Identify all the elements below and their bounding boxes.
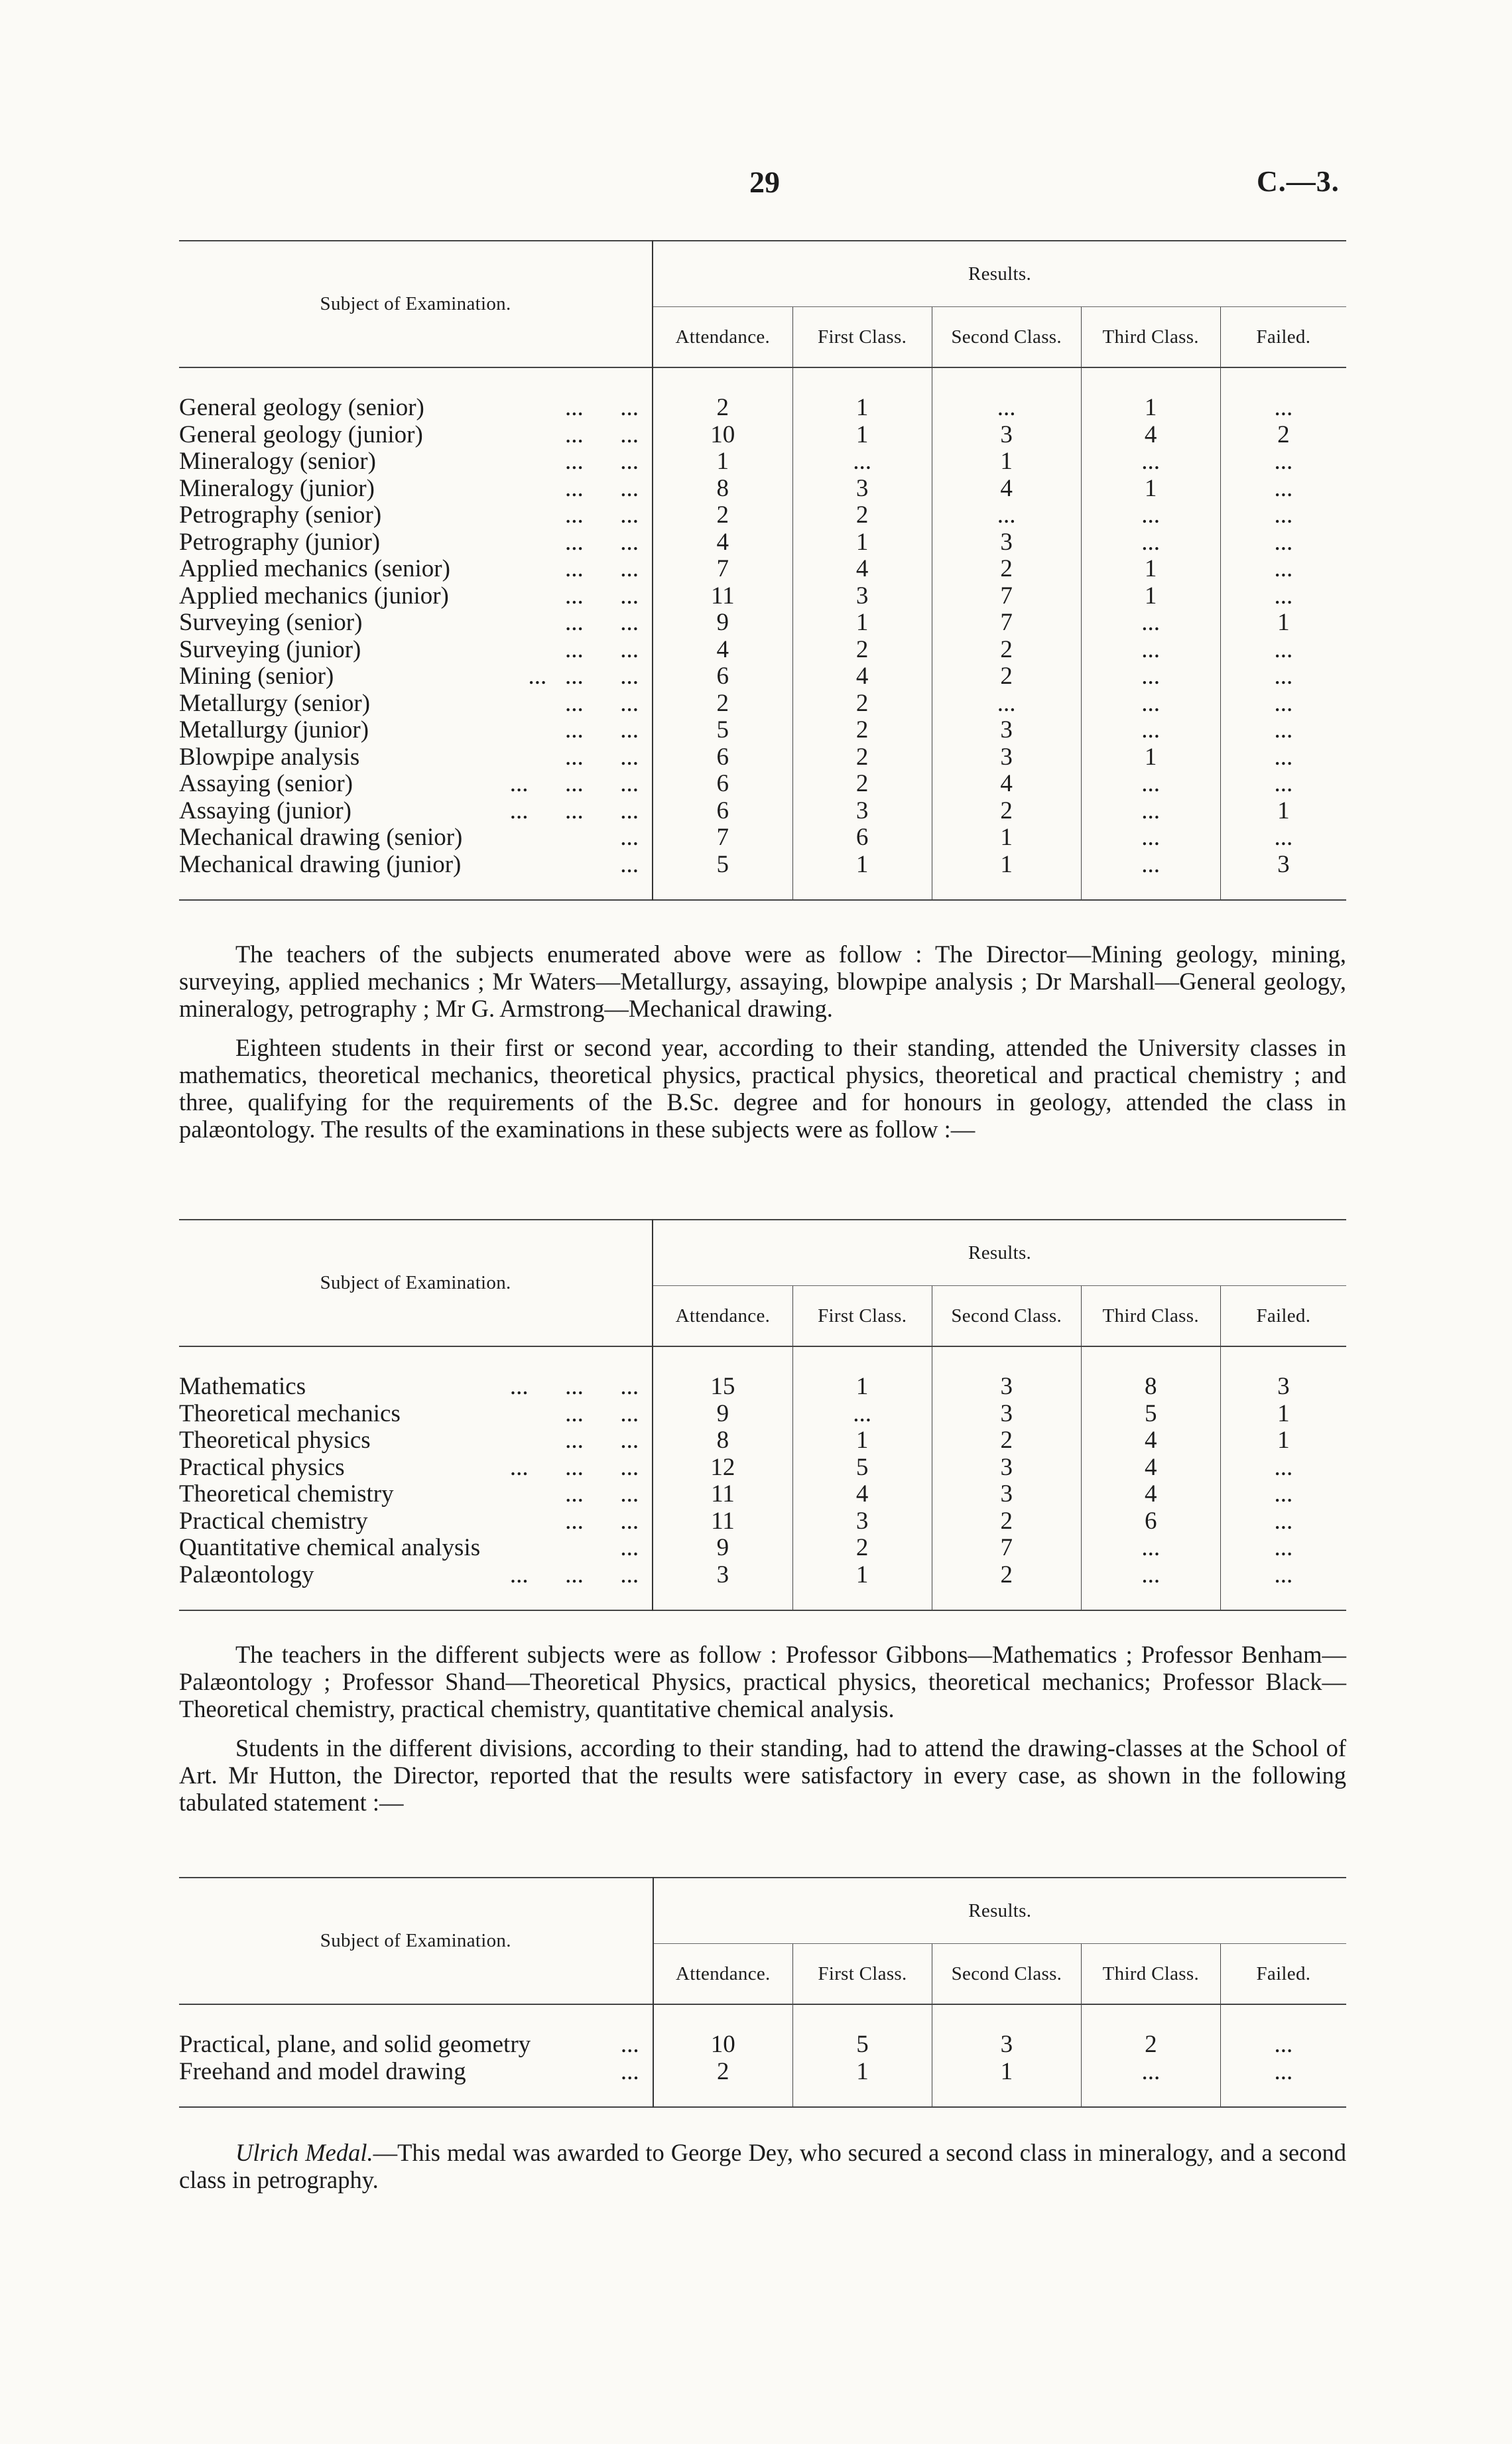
attendance-cell: 9 bbox=[653, 1535, 792, 1562]
dot-leader: ... ... bbox=[565, 743, 639, 771]
failed-cell: ... bbox=[1220, 824, 1346, 852]
table-row bbox=[179, 1508, 1346, 1535]
subject-name: Quantitative chemical analysis bbox=[179, 1534, 481, 1561]
first-class-cell: 3 bbox=[792, 583, 932, 610]
dot-leader: ... ... bbox=[565, 1507, 639, 1535]
subject-cell bbox=[179, 476, 653, 503]
table-row bbox=[179, 476, 1346, 503]
subject-cell bbox=[179, 422, 653, 449]
third-class-cell: 4 bbox=[1081, 1454, 1220, 1482]
subject-name: Applied mechanics (senior) bbox=[179, 555, 450, 582]
dot-leader: ... ... bbox=[565, 394, 639, 421]
second-class-cell: ... bbox=[932, 690, 1081, 718]
second-class-cell: 7 bbox=[932, 610, 1081, 637]
subject-name: Palæontology bbox=[179, 1561, 314, 1588]
table-row bbox=[179, 1562, 1346, 1611]
third-class-cell: ... bbox=[1081, 717, 1220, 744]
subject-name: General geology (senior) bbox=[179, 394, 424, 421]
third-class-cell: ... bbox=[1081, 448, 1220, 476]
third-class-cell: 5 bbox=[1081, 1401, 1220, 1428]
first-class-cell: 1 bbox=[792, 1562, 932, 1611]
subject-name: Petrography (senior) bbox=[179, 501, 382, 529]
attendance-cell: 8 bbox=[653, 476, 792, 503]
first-class-cell: 6 bbox=[792, 824, 932, 852]
page-number: 29 bbox=[749, 165, 780, 199]
second-class-cell: 3 bbox=[932, 1401, 1081, 1428]
subject-cell bbox=[179, 502, 653, 529]
table-row bbox=[179, 610, 1346, 637]
subject-cell bbox=[179, 556, 653, 583]
dot-leader: ... ... bbox=[565, 582, 639, 610]
second-class-cell: 3 bbox=[932, 744, 1081, 771]
third-class-header: Third Class. bbox=[1081, 1944, 1220, 2005]
first-class-cell: 1 bbox=[792, 1346, 932, 1401]
failed-cell: 3 bbox=[1220, 1346, 1346, 1401]
subject-name: Practical chemistry bbox=[179, 1507, 368, 1535]
attendance-cell: 15 bbox=[653, 1346, 792, 1401]
third-class-cell: ... bbox=[1081, 1562, 1220, 1611]
first-class-cell: 4 bbox=[792, 1481, 932, 1508]
third-class-cell: 1 bbox=[1081, 476, 1220, 503]
drawing-classes-paragraph: Students in the different divisions, according to their standing, had to attend the drawing-classes at the School of Art. Mr Hutton, the Director, reported that the results were satisfactory in every case, as shown in the following tabulated statement :— bbox=[179, 1734, 1346, 1816]
first-class-cell: 1 bbox=[792, 529, 932, 556]
table-row bbox=[179, 771, 1346, 798]
table-row bbox=[179, 1401, 1346, 1428]
subject-name: Surveying (senior) bbox=[179, 609, 363, 636]
subject-header: Subject of Examination. bbox=[320, 1930, 511, 1951]
third-class-cell: 4 bbox=[1081, 1481, 1220, 1508]
attendance-cell: 4 bbox=[653, 637, 792, 664]
third-class-cell: ... bbox=[1081, 637, 1220, 664]
dot-leader: ... ... bbox=[565, 689, 639, 717]
page-header bbox=[0, 164, 1512, 204]
table-row bbox=[179, 556, 1346, 583]
attendance-cell: 6 bbox=[653, 798, 792, 825]
table-row bbox=[179, 2004, 1346, 2059]
table-row bbox=[179, 1346, 1346, 1401]
first-class-header: First Class. bbox=[792, 307, 932, 368]
first-class-cell: 2 bbox=[792, 1535, 932, 1562]
document-reference: C.—3. bbox=[1257, 165, 1340, 198]
failed-header: Failed. bbox=[1220, 1944, 1346, 2005]
attendance-cell: 4 bbox=[653, 529, 792, 556]
attendance-cell: 7 bbox=[653, 556, 792, 583]
dot-leader: ... ... bbox=[565, 528, 639, 556]
attendance-cell: 3 bbox=[653, 1562, 792, 1611]
subject-cell bbox=[179, 1346, 653, 1401]
dot-leader: ... ... bbox=[565, 501, 639, 529]
table-row bbox=[179, 2059, 1346, 2108]
subject-cell bbox=[179, 1535, 653, 1562]
failed-cell: ... bbox=[1220, 2059, 1346, 2108]
teachers-paragraph: The teachers of the subjects enumerated above were as follow : The Director—Mining geology, mining, surveying, applied mechanics ; Mr Waters—Metallurgy, assaying, blowpipe analysis ; Dr Marshall—General geology, mineralogy, petrography ; Mr G. Armstrong—Mechanical drawing. bbox=[179, 940, 1346, 1022]
teachers-paragraphs-1 bbox=[179, 940, 1346, 1155]
attendance-header: Attendance. bbox=[653, 307, 792, 368]
dot-leader: ... ... ... bbox=[528, 663, 639, 690]
subject-name: Mathematics bbox=[179, 1373, 306, 1400]
subject-name: Mineralogy (senior) bbox=[179, 448, 376, 475]
failed-cell: ... bbox=[1220, 663, 1346, 690]
subject-name: Practical, plane, and solid geometry bbox=[179, 2031, 531, 2058]
second-class-cell: 1 bbox=[932, 2059, 1081, 2108]
subject-cell bbox=[179, 663, 653, 690]
dot-leader: ... ... bbox=[565, 635, 639, 663]
first-class-cell: 1 bbox=[792, 1427, 932, 1454]
second-class-cell: 7 bbox=[932, 583, 1081, 610]
dot-leader: ... ... bbox=[565, 1399, 639, 1427]
failed-cell: ... bbox=[1220, 367, 1346, 422]
attendance-cell: 2 bbox=[653, 502, 792, 529]
second-class-cell: 3 bbox=[932, 422, 1081, 449]
attendance-cell: 6 bbox=[653, 744, 792, 771]
third-class-cell: ... bbox=[1081, 2059, 1220, 2108]
third-class-cell: ... bbox=[1081, 1535, 1220, 1562]
failed-cell: ... bbox=[1220, 1508, 1346, 1535]
teachers-paragraph: The teachers in the different subjects were as follow : Professor Gibbons—Mathematics ; Professor Benham—Palæontology ; Professor Shand—Theoretical Physics, practical physics, theoretical mechanics; Professor Black—Theoretical chemistry, practical chemistry, quantitative chemical analysis. bbox=[179, 1641, 1346, 1722]
subject-cell bbox=[179, 610, 653, 637]
third-class-cell: 1 bbox=[1081, 367, 1220, 422]
subject-name: Assaying (junior) bbox=[179, 797, 351, 824]
attendance-cell: 5 bbox=[653, 717, 792, 744]
attendance-cell: 11 bbox=[653, 1481, 792, 1508]
first-class-cell: 2 bbox=[792, 690, 932, 718]
second-class-cell: 7 bbox=[932, 1535, 1081, 1562]
failed-cell: ... bbox=[1220, 690, 1346, 718]
second-class-cell: 2 bbox=[932, 556, 1081, 583]
failed-cell: 2 bbox=[1220, 422, 1346, 449]
subject-name: Applied mechanics (junior) bbox=[179, 582, 449, 610]
failed-cell: ... bbox=[1220, 502, 1346, 529]
first-class-cell: 1 bbox=[792, 610, 932, 637]
failed-cell: ... bbox=[1220, 529, 1346, 556]
third-class-cell: 1 bbox=[1081, 556, 1220, 583]
subject-cell bbox=[179, 583, 653, 610]
dot-leader: ... ... bbox=[565, 716, 639, 743]
dot-leader: ... ... bbox=[565, 420, 639, 448]
attendance-cell: 2 bbox=[653, 367, 792, 422]
attendance-cell: 11 bbox=[653, 1508, 792, 1535]
subject-cell bbox=[179, 798, 653, 825]
dot-leader: ... ... bbox=[565, 609, 639, 636]
second-class-cell: 2 bbox=[932, 637, 1081, 664]
subject-cell bbox=[179, 771, 653, 798]
third-class-cell: ... bbox=[1081, 610, 1220, 637]
third-class-cell: ... bbox=[1081, 852, 1220, 901]
second-class-cell: 2 bbox=[932, 1562, 1081, 1611]
subject-cell bbox=[179, 1508, 653, 1535]
second-class-cell: ... bbox=[932, 502, 1081, 529]
subject-name: Practical physics bbox=[179, 1453, 345, 1481]
first-class-cell: 4 bbox=[792, 663, 932, 690]
third-class-cell: 4 bbox=[1081, 422, 1220, 449]
failed-cell: ... bbox=[1220, 1535, 1346, 1562]
first-class-cell: 1 bbox=[792, 852, 932, 901]
subject-name: Theoretical physics bbox=[179, 1427, 371, 1454]
table-row bbox=[179, 448, 1346, 476]
second-class-cell: 4 bbox=[932, 476, 1081, 503]
first-class-cell: 3 bbox=[792, 798, 932, 825]
failed-header: Failed. bbox=[1220, 1286, 1346, 1347]
dot-leader: ... ... ... bbox=[509, 770, 639, 797]
dot-leader: ... ... ... bbox=[509, 1561, 639, 1588]
second-class-cell: 3 bbox=[932, 1454, 1081, 1482]
subject-name: Petrography (junior) bbox=[179, 528, 381, 556]
third-class-cell: ... bbox=[1081, 690, 1220, 718]
table-row bbox=[179, 663, 1346, 690]
subject-cell bbox=[179, 690, 653, 718]
table-row bbox=[179, 422, 1346, 449]
subject-name: Mineralogy (junior) bbox=[179, 474, 375, 502]
dot-leader: ... ... bbox=[565, 474, 639, 502]
failed-cell: ... bbox=[1220, 744, 1346, 771]
dot-leader: ... ... ... bbox=[509, 1453, 639, 1481]
subject-name: Metallurgy (junior) bbox=[179, 716, 369, 743]
failed-cell: 1 bbox=[1220, 1401, 1346, 1428]
failed-cell: ... bbox=[1220, 637, 1346, 664]
first-class-cell: ... bbox=[792, 448, 932, 476]
third-class-cell: 1 bbox=[1081, 583, 1220, 610]
dot-leader: ... bbox=[620, 1534, 639, 1561]
table-row bbox=[179, 690, 1346, 718]
attendance-cell: 2 bbox=[653, 690, 792, 718]
table-row bbox=[179, 798, 1346, 825]
failed-cell: ... bbox=[1220, 1481, 1346, 1508]
dot-leader: ... ... ... bbox=[509, 797, 639, 824]
subject-cell bbox=[179, 824, 653, 852]
failed-cell: 3 bbox=[1220, 852, 1346, 901]
third-class-cell: 2 bbox=[1081, 2004, 1220, 2059]
subject-cell bbox=[179, 852, 653, 901]
subject-cell bbox=[179, 744, 653, 771]
third-class-cell: 6 bbox=[1081, 1508, 1220, 1535]
subject-name: General geology (junior) bbox=[179, 420, 423, 448]
first-class-cell: 5 bbox=[792, 1454, 932, 1482]
subject-cell bbox=[179, 1427, 653, 1454]
third-class-cell: ... bbox=[1081, 502, 1220, 529]
second-class-cell: 3 bbox=[932, 529, 1081, 556]
subject-name: Surveying (junior) bbox=[179, 635, 361, 663]
first-class-cell: 1 bbox=[792, 422, 932, 449]
second-class-cell: 1 bbox=[932, 852, 1081, 901]
subject-name: Mechanical drawing (senior) bbox=[179, 824, 463, 851]
subject-name: Mining (senior) bbox=[179, 663, 334, 690]
medal-text: —This medal was awarded to George Dey, who secured a second class in mineralogy, and a second class in petrography. bbox=[179, 2139, 1346, 2193]
second-class-cell: 3 bbox=[932, 1346, 1081, 1401]
subject-name: Metallurgy (senior) bbox=[179, 689, 371, 717]
failed-cell: 1 bbox=[1220, 1427, 1346, 1454]
attendance-cell: 5 bbox=[653, 852, 792, 901]
table-row bbox=[179, 502, 1346, 529]
table-row bbox=[179, 583, 1346, 610]
failed-cell: ... bbox=[1220, 1454, 1346, 1482]
subject-cell bbox=[179, 1454, 653, 1482]
subject-cell bbox=[179, 1481, 653, 1508]
results-header: Results. bbox=[653, 1220, 1346, 1286]
second-class-cell: 1 bbox=[932, 824, 1081, 852]
second-class-cell: 3 bbox=[932, 2004, 1081, 2059]
first-class-header: First Class. bbox=[792, 1286, 932, 1347]
failed-cell: 1 bbox=[1220, 610, 1346, 637]
table-row bbox=[179, 824, 1346, 852]
subject-header: Subject of Examination. bbox=[320, 1272, 511, 1293]
failed-cell: ... bbox=[1220, 1562, 1346, 1611]
table-row bbox=[179, 367, 1346, 422]
attendance-cell: 7 bbox=[653, 824, 792, 852]
medal-title: Ulrich Medal. bbox=[235, 2139, 373, 2166]
second-class-cell: 3 bbox=[932, 1481, 1081, 1508]
subject-name: Theoretical mechanics bbox=[179, 1399, 401, 1427]
second-class-header: Second Class. bbox=[932, 307, 1081, 368]
attendance-cell: 9 bbox=[653, 610, 792, 637]
attendance-cell: 6 bbox=[653, 663, 792, 690]
teachers-paragraphs-2 bbox=[179, 1641, 1346, 1828]
third-class-cell: ... bbox=[1081, 798, 1220, 825]
table-row bbox=[179, 1454, 1346, 1482]
subject-cell bbox=[179, 2004, 653, 2059]
first-class-cell: 3 bbox=[792, 476, 932, 503]
table-row bbox=[179, 744, 1346, 771]
first-class-cell: 3 bbox=[792, 1508, 932, 1535]
results-table-drawing bbox=[179, 1877, 1346, 2108]
failed-cell: ... bbox=[1220, 476, 1346, 503]
failed-cell: ... bbox=[1220, 717, 1346, 744]
results-header: Results. bbox=[653, 1878, 1346, 1944]
third-class-cell: ... bbox=[1081, 529, 1220, 556]
failed-cell: ... bbox=[1220, 2004, 1346, 2059]
table-row bbox=[179, 852, 1346, 901]
second-class-cell: 2 bbox=[932, 798, 1081, 825]
subject-cell bbox=[179, 637, 653, 664]
second-class-header: Second Class. bbox=[932, 1286, 1081, 1347]
subject-name: Mechanical drawing (junior) bbox=[179, 850, 462, 878]
first-class-cell: 5 bbox=[793, 2004, 932, 2059]
subject-name: Blowpipe analysis bbox=[179, 743, 360, 771]
attendance-header: Attendance. bbox=[653, 1286, 792, 1347]
table-row bbox=[179, 529, 1346, 556]
first-class-cell: 1 bbox=[793, 2059, 932, 2108]
failed-cell: ... bbox=[1220, 771, 1346, 798]
first-class-cell: 2 bbox=[792, 637, 932, 664]
third-class-cell: 1 bbox=[1081, 744, 1220, 771]
subject-cell bbox=[179, 367, 653, 422]
subject-cell bbox=[179, 717, 653, 744]
subject-cell bbox=[179, 2059, 653, 2108]
attendance-cell: 10 bbox=[653, 422, 792, 449]
subject-cell bbox=[179, 1401, 653, 1428]
first-class-cell: ... bbox=[792, 1401, 932, 1428]
second-class-cell: ... bbox=[932, 367, 1081, 422]
results-table-school-subjects bbox=[179, 240, 1346, 901]
second-class-cell: 3 bbox=[932, 717, 1081, 744]
second-class-cell: 1 bbox=[932, 448, 1081, 476]
subject-name: Theoretical chemistry bbox=[179, 1480, 394, 1508]
third-class-cell: ... bbox=[1081, 663, 1220, 690]
third-class-header: Third Class. bbox=[1081, 307, 1220, 368]
third-class-cell: 8 bbox=[1081, 1346, 1220, 1401]
second-class-cell: 2 bbox=[932, 1508, 1081, 1535]
dot-leader: ... ... bbox=[565, 1427, 639, 1454]
attendance-cell: 8 bbox=[653, 1427, 792, 1454]
subject-name: Assaying (senior) bbox=[179, 770, 353, 797]
first-class-header: First Class. bbox=[793, 1944, 932, 2005]
attendance-header: Attendance. bbox=[653, 1944, 793, 2005]
third-class-header: Third Class. bbox=[1081, 1286, 1220, 1347]
failed-header: Failed. bbox=[1220, 307, 1346, 368]
subject-cell bbox=[179, 448, 653, 476]
dot-leader: ... bbox=[620, 2057, 639, 2085]
subject-cell bbox=[179, 529, 653, 556]
dot-leader: ... ... bbox=[565, 448, 639, 475]
third-class-cell: ... bbox=[1081, 824, 1220, 852]
results-header: Results. bbox=[653, 241, 1346, 307]
results-table-university-subjects bbox=[179, 1219, 1346, 1611]
failed-cell: ... bbox=[1220, 448, 1346, 476]
students-paragraph: Eighteen students in their first or second year, according to their standing, attended the University classes in mathematics, theoretical mechanics, theoretical physics, practical physics, theoretical and practical chemistry ; and three, qualifying for the requirements of the B.Sc. degree and for honours in geology, attended the class in palæontology. The results of the examinations in these subjects were as follow :— bbox=[179, 1034, 1346, 1143]
first-class-cell: 1 bbox=[792, 367, 932, 422]
medal-paragraph-block bbox=[179, 2139, 1346, 2205]
table-row bbox=[179, 717, 1346, 744]
attendance-cell: 12 bbox=[653, 1454, 792, 1482]
first-class-cell: 2 bbox=[792, 771, 932, 798]
attendance-cell: 2 bbox=[653, 2059, 793, 2108]
attendance-cell: 9 bbox=[653, 1401, 792, 1428]
third-class-cell: 4 bbox=[1081, 1427, 1220, 1454]
dot-leader: ... ... bbox=[565, 555, 639, 582]
first-class-cell: 4 bbox=[792, 556, 932, 583]
dot-leader: ... ... ... bbox=[509, 1373, 639, 1400]
table-row bbox=[179, 1427, 1346, 1454]
second-class-cell: 4 bbox=[932, 771, 1081, 798]
attendance-cell: 6 bbox=[653, 771, 792, 798]
failed-cell: ... bbox=[1220, 583, 1346, 610]
first-class-cell: 2 bbox=[792, 502, 932, 529]
table-row bbox=[179, 637, 1346, 664]
first-class-cell: 2 bbox=[792, 744, 932, 771]
medal-paragraph bbox=[179, 2139, 1346, 2193]
second-class-cell: 2 bbox=[932, 1427, 1081, 1454]
table-row bbox=[179, 1535, 1346, 1562]
dot-leader: ... bbox=[620, 2031, 639, 2058]
dot-leader: ... ... bbox=[565, 1480, 639, 1508]
second-class-cell: 2 bbox=[932, 663, 1081, 690]
subject-header: Subject of Examination. bbox=[320, 293, 511, 314]
second-class-header: Second Class. bbox=[932, 1944, 1081, 2005]
subject-name: Freehand and model drawing bbox=[179, 2057, 466, 2085]
failed-cell: ... bbox=[1220, 556, 1346, 583]
first-class-cell: 2 bbox=[792, 717, 932, 744]
failed-cell: 1 bbox=[1220, 798, 1346, 825]
table-row bbox=[179, 1481, 1346, 1508]
third-class-cell: ... bbox=[1081, 771, 1220, 798]
dot-leader: ... bbox=[620, 824, 639, 851]
attendance-cell: 11 bbox=[653, 583, 792, 610]
attendance-cell: 1 bbox=[653, 448, 792, 476]
attendance-cell: 10 bbox=[653, 2004, 793, 2059]
subject-cell bbox=[179, 1562, 653, 1611]
dot-leader: ... bbox=[620, 850, 639, 878]
